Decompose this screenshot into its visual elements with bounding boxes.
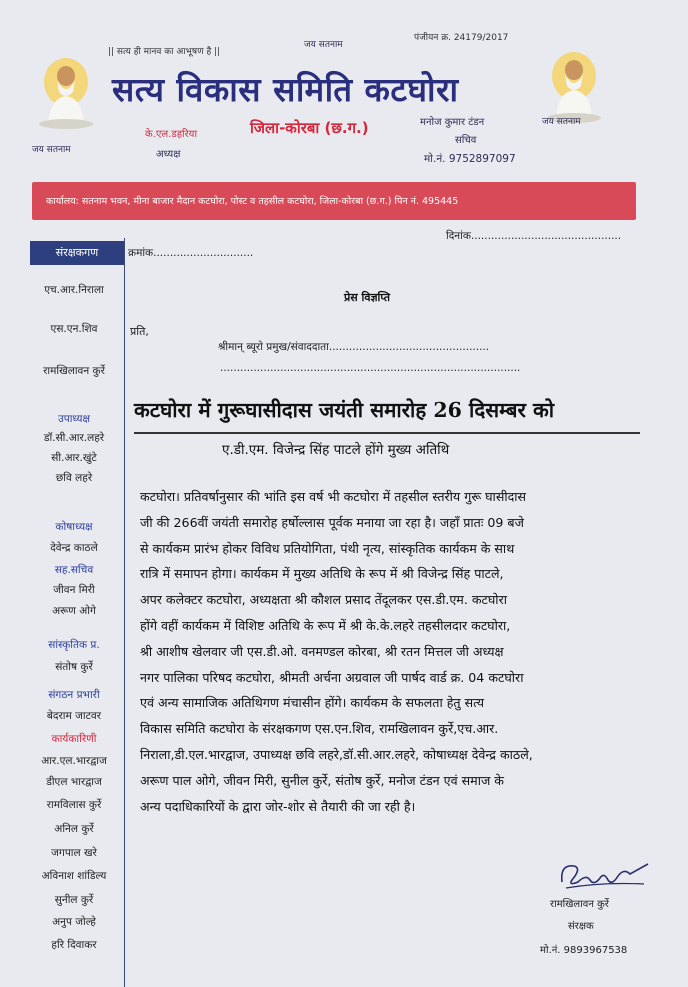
address-text: कार्यालय: सतनाम भवन, मीना बाजार मैदान कटघोरा, पोस्ट व तहसील कटघोरा, जिला-कोरबा (छ.ग.) पिन नं. 495445 <box>46 196 459 207</box>
body-line: नगर पालिका परिषद कटघोरा, श्रीमती अर्चना अग्रवाल जी पार्षद वार्ड क्र. 04 कटघोरा <box>140 669 524 685</box>
sidebar-member: सह.सचिव <box>54 564 94 576</box>
body-line: निराला,डी.एल.भारद्वाज, उपाध्यक्ष छवि लहरे,डॉ.सी.आर.लहरे, कोषाध्यक्ष देवेन्द्र काठले, <box>140 747 533 762</box>
sidebar-member: एस.एन.शिव <box>50 323 98 335</box>
recipient-line-2: .......................................................................................... <box>220 362 521 374</box>
body-line: अन्य पदाधिकारियों के द्वारा जोर-शोर से तैयारी की जा रही है। <box>140 798 416 814</box>
signer-mobile: मो.नं. 9893967538 <box>540 945 628 956</box>
sidebar-member: आर.एल.भारद्वाज <box>41 755 107 767</box>
headline-underline <box>134 432 640 434</box>
sidebar-member: अरूण ओगे <box>52 605 96 617</box>
sidebar-member: रामविलास कुर्रे <box>46 799 102 811</box>
press-headline: कटघोरा में गुरूघासीदास जयंती समारोह 26 दिसम्बर को <box>134 398 555 422</box>
address-band <box>32 182 636 220</box>
president-name: के.एल.डहरिया <box>145 129 198 140</box>
prati-label: प्रति, <box>130 325 149 338</box>
body-line: विकास समिति कटघोरा के संरक्षकगण एस.एन.शिव, रामखिलावन कुर्रे,एच.आर. <box>140 721 499 737</box>
secretary-title: सचिव <box>455 135 477 146</box>
motto: || सत्य ही मानव का आभूषण है || <box>108 47 221 57</box>
sidebar-member: डॉ.सी.आर.लहरे <box>43 432 105 444</box>
secretary-name: मनोज कुमार टंडन <box>420 117 485 128</box>
secretary-mobile: मो.नं. 9752897097 <box>424 153 516 165</box>
subject-heading: प्रेस विज्ञप्ति <box>344 291 391 304</box>
body-line: श्री आशीष खेलवार जी एस.डी.ओ. वनमण्डल कोरबा, श्री रतन मित्तल जी अध्यक्ष <box>140 643 504 659</box>
jai-satnam-left: जय सतनाम <box>32 145 71 155</box>
sidebar-member: अविनाश शांडिल्य <box>41 870 107 882</box>
body-line: एवं अन्य सामाजिक अतिथिगण मंचासीन होंगे। कार्यकम के सफलता हेतु सत्य <box>140 695 485 711</box>
sidebar-member: संतोष कुर्रे <box>55 661 93 673</box>
president-title: अध्यक्ष <box>156 149 181 160</box>
sidebar-member: डीएल भारद्वाज <box>46 776 102 788</box>
district: जिला-कोरबा (छ.ग.) <box>250 119 369 137</box>
sidebar-member: अनुप जोल्हे <box>52 916 96 928</box>
sidebar-member: हरि दिवाकर <box>51 939 97 951</box>
registration-number: पंजीयन क्र. 24179/2017 <box>414 33 509 43</box>
jai-satnam-right: जय सतनाम <box>542 117 581 127</box>
sidebar-member: कार्यकारिणी <box>51 733 97 745</box>
body-line: जी की 266वीं जयंती समारोह हर्षोल्लास पूर्वक मनाया जा रहा है। जहाँ प्रातः 09 बजे <box>140 514 524 530</box>
sidebar-member: सांस्कृतिक प्र. <box>48 639 100 651</box>
press-subheadline: ए.डी.एम. विजेन्द्र सिंह पाटले होंगे मुख्य अतिथि <box>222 442 450 458</box>
signer-name: रामखिलावन कुर्रे <box>550 899 609 910</box>
signer-title: संरक्षक <box>568 921 594 932</box>
sidebar-member: सी.आर.खुंटे <box>51 452 97 464</box>
body-line: से कार्यकम प्रारंभ होकर विविध प्रतियोगिता, पंथी नृत्य, सांस्कृतिक कार्यकम के साथ <box>140 540 515 556</box>
guru-portrait-left <box>36 52 96 130</box>
sidebar-member: बेदराम जाटवर <box>46 710 102 722</box>
sidebar-member: जीवन मिरी <box>53 584 95 596</box>
recipient-line: श्रीमान् ब्यूरो प्रमुख/संवाददाता................................................ <box>218 341 490 353</box>
sidebar-member: देवेन्द्र काठले <box>50 542 98 554</box>
sidebar-member: कोषाध्यक्ष <box>55 521 93 533</box>
dinank-field: दिनांक............................................. <box>446 230 622 242</box>
signature-image <box>552 852 652 896</box>
sidebar-member: उपाध्यक्ष <box>57 413 90 425</box>
body-line: अरूण पाल ओगे, जीवन मिरी, सुनील कुर्रे, संतोष कुर्रे, मनोज टंडन एवं समाज के <box>140 772 504 788</box>
sidebar-member: सुनील कुर्रे <box>54 894 94 906</box>
body-line: कटघोरा। प्रतिवर्षानुसार की भांति इस वर्ष भी कटघोरा में तहसील स्तरीय गुरू घासीदास <box>140 489 527 504</box>
sidebar-member: संगठन प्रभारी <box>48 689 100 701</box>
guru-portrait-right <box>544 46 604 124</box>
sidebar-member: रामखिलावन कुर्रे <box>43 365 105 377</box>
body-line: होंगे वहीं कार्यकम में विशिष्ट अतिथि के रूप में श्री के.के.लहरे तहसीलदार कटघोरा, <box>140 618 511 633</box>
jai-satnam-top: जय सतनाम <box>304 40 343 50</box>
organization-name: सत्य विकास समिति कटघोरा <box>112 70 459 109</box>
sidebar-member: अनिल कुर्रे <box>54 823 94 835</box>
sidebar-heading: संरक्षकगण <box>30 241 124 265</box>
sidebar-member: एच.आर.निराला <box>44 284 104 296</box>
body-line: रात्रि में समापन होगा। कार्यकम में मुख्य अतिथि के रूप में श्री विजेन्द्र सिंह पाटले, <box>140 566 504 582</box>
sidebar-member: जगपाल खरे <box>51 847 97 859</box>
sidebar-member: छवि लहरे <box>55 472 93 484</box>
body-line: अपर कलेक्टर कटघोरा, अध्यक्षता श्री कौशल प्रसाद तेंदूलकर एस.डी.एम. कटघोरा <box>140 592 507 608</box>
kramank-field: क्रमांक.............................. <box>128 247 254 259</box>
